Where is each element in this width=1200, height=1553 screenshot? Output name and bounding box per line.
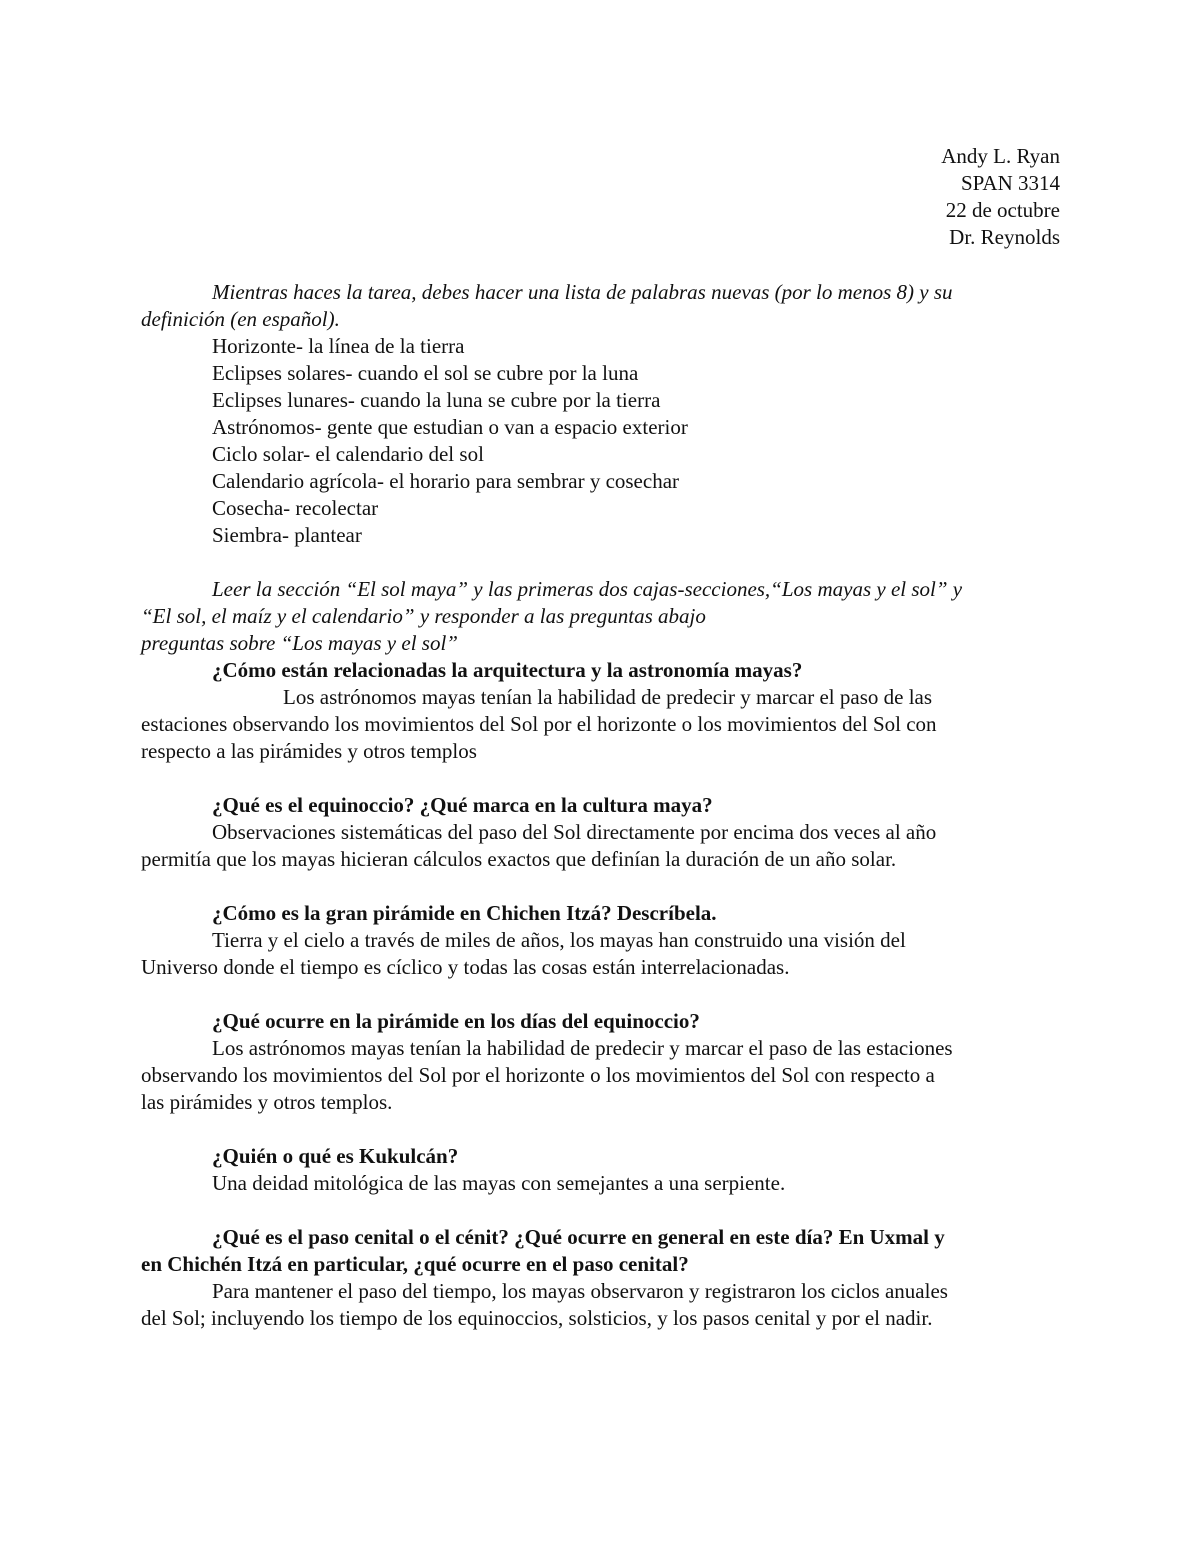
vocab-item: Ciclo solar- el calendario del sol	[212, 442, 484, 466]
question-4: ¿Qué ocurre en la pirámide en los días del equinoccio?	[212, 1009, 700, 1033]
question-5: ¿Quién o qué es Kukulcán?	[212, 1144, 459, 1168]
student-name: Andy L. Ryan	[941, 144, 1060, 168]
vocab-item: Calendario agrícola- el horario para sembrar y cosechar	[212, 469, 680, 493]
reading-instructions-line1: Leer la sección “El sol maya” y las primeras dos cajas-secciones,“Los mayas y el sol” y	[212, 577, 963, 601]
vocab-instructions-line1: Mientras haces la tarea, debes hacer una lista de palabras nuevas (por lo menos 8) y su	[212, 280, 953, 304]
course-code: SPAN 3314	[960, 171, 1060, 195]
vocab-item: Astrónomos- gente que estudian o van a espacio exterior	[212, 415, 688, 439]
vocab-item: Eclipses solares- cuando el sol se cubre por la luna	[212, 361, 639, 385]
question-6: ¿Qué es el paso cenital o el cénit? ¿Qué ocurre en general en este día? En Uxmal y	[212, 1225, 945, 1249]
answer-2-line: Observaciones sistemáticas del paso del Sol directamente por encima dos veces al año	[212, 820, 937, 844]
answer-4-line: las pirámides y otros templos.	[141, 1090, 393, 1114]
vocab-instructions-line2: definición (en español).	[141, 307, 340, 331]
answer-1-line: estaciones observando los movimientos del Sol por el horizonte o los movimientos del Sol con	[141, 712, 937, 736]
question-6: en Chichén Itzá en particular, ¿qué ocurre en el paso cenital?	[141, 1252, 689, 1276]
answer-1-line: Los astrónomos mayas tenían la habilidad de predecir y marcar el paso de las	[283, 685, 933, 709]
answer-4-line: observando los movimientos del Sol por el horizonte o los movimientos del Sol con respecto a	[141, 1063, 935, 1087]
vocab-item: Cosecha- recolectar	[212, 496, 379, 520]
reading-instructions-line3: preguntas sobre “Los mayas y el sol”	[141, 631, 458, 655]
answer-1-line: respecto a las pirámides y otros templos	[141, 739, 477, 763]
answer-6-line: Para mantener el paso del tiempo, los mayas observaron y registraron los ciclos anuales	[212, 1279, 948, 1303]
answer-3-line: Tierra y el cielo a través de miles de años, los mayas han construido una visión del	[212, 928, 906, 952]
question-3: ¿Cómo es la gran pirámide en Chichen Itzá? Descríbela.	[212, 901, 717, 925]
answer-3-line: Universo donde el tiempo es cíclico y todas las cosas están interrelacionadas.	[141, 955, 790, 979]
answer-4-line: Los astrónomos mayas tenían la habilidad de predecir y marcar el paso de las estaciones	[212, 1036, 953, 1060]
professor: Dr. Reynolds	[949, 225, 1060, 249]
answer-6-line: del Sol; incluyendo los tiempo de los equinoccios, solsticios, y los pasos cenital y por el nadir.	[141, 1306, 933, 1330]
date: 22 de octubre	[945, 198, 1060, 222]
question-2: ¿Qué es el equinoccio? ¿Qué marca en la cultura maya?	[212, 793, 713, 817]
reading-instructions-line2: “El sol, el maíz y el calendario” y responder a las preguntas abajo	[141, 604, 706, 628]
vocab-item: Eclipses lunares- cuando la luna se cubre por la tierra	[212, 388, 661, 412]
vocab-item: Siembra- plantear	[212, 523, 362, 547]
question-1: ¿Cómo están relacionadas la arquitectura y la astronomía mayas?	[212, 658, 803, 682]
answer-5-line: Una deidad mitológica de las mayas con semejantes a una serpiente.	[212, 1171, 786, 1195]
vocab-item: Horizonte- la línea de la tierra	[212, 334, 465, 358]
answer-2-line: permitía que los mayas hicieran cálculos exactos que definían la duración de un año solar.	[141, 847, 897, 871]
